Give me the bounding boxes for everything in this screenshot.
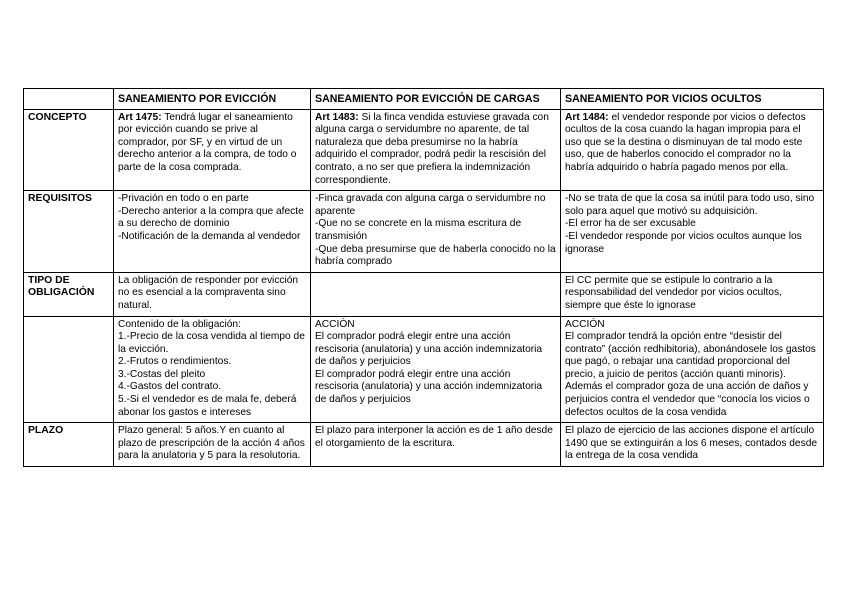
- header-eviccion-cargas: SANEAMIENTO POR EVICCIÓN DE CARGAS: [311, 89, 561, 110]
- list-item: -Que no se concrete en la misma escritura de transmisión: [315, 218, 522, 242]
- cell-requisitos-cargas: [311, 191, 561, 273]
- comparison-table: [23, 88, 824, 467]
- list-item: El comprador podrá elegir entre una acción rescisoria (anulatoria) y una acción indemnizatoria de daños y perjuicios: [315, 331, 543, 368]
- row-tipo-obligacion: [24, 272, 824, 316]
- list-item: 3.-Costas del pleito: [118, 368, 206, 380]
- cell-tipo-cargas: [311, 272, 561, 316]
- cell-tipo-vicios: El CC permite que se estipule lo contrario a la responsabilidad del vendedor por vicios ocultos, siempre que éste lo ignorase: [561, 272, 824, 316]
- list-item: -El vendedor responde por vicios ocultos aunque los ignorase: [565, 230, 802, 255]
- cell-concepto-cargas: [311, 109, 561, 191]
- row-label-plazo: PLAZO: [24, 423, 114, 467]
- list-item: Contenido de la obligación:: [118, 318, 241, 330]
- header-row: [24, 89, 824, 110]
- list-item: 4.-Gastos del contrato.: [118, 381, 222, 393]
- list-item: -No se trata de que la cosa sa inútil para todo uso, sino solo para aquel que motivó su adquisición.: [565, 193, 815, 217]
- cell-concepto-eviccion: [114, 109, 311, 191]
- article-ref: Art 1483:: [315, 111, 359, 123]
- header-vicios-ocultos: SANEAMIENTO POR VICIOS OCULTOS: [561, 89, 824, 110]
- cell-requisitos-eviccion: [114, 191, 311, 273]
- cell-requisitos-vicios: [561, 191, 824, 273]
- row-label-accion: [24, 316, 114, 423]
- list-item: ACCIÓN: [565, 318, 605, 330]
- article-ref: Art 1475:: [118, 111, 162, 123]
- list-item: 1.-Precio de la cosa vendida al tiempo de la evicción.: [118, 331, 305, 355]
- list-item: -El error ha de ser excusable: [565, 218, 696, 230]
- list-item: -Derecho anterior a la compra que afecte a su derecho de dominio: [118, 205, 304, 230]
- row-requisitos: [24, 191, 824, 273]
- cell-text: el vendedor responde por vicios o defectos ocultos de la cosa cuando la hagan impropia para el uso que se la destina o disminuyan de tal modo este uso, que de haberlos conocido el comprador no la habría adquirido o habría pagado menos por ella.: [565, 111, 806, 173]
- list-item: El comprador tendrá la opción entre “desistir del contrato” (acción redhibitoria), abonándosele los gastos que pagó, o rebajar una cantidad proporcional del precio, a juicio de peritos (acción quanti minoris). Además el comprador goza de una acción de daños y perjuicios contra el vendedor que “conocía los vicios o defectos ocultos de la cosa vendida: [565, 331, 816, 418]
- cell-text: Tendrá lugar el saneamiento por evicción cuando se prive al comprador, por SF, y en virtud de un derecho anterior a la compra, de todo o parte de la cosa comprada.: [118, 111, 297, 173]
- row-concepto: [24, 109, 824, 191]
- cell-accion-cargas: [311, 316, 561, 423]
- row-label-concepto: CONCEPTO: [24, 109, 114, 191]
- header-empty-cell: [24, 89, 114, 110]
- cell-concepto-vicios: [561, 109, 824, 191]
- cell-plazo-vicios: El plazo de ejercicio de las acciones dispone el artículo 1490 que se extinguirán a los 6 meses, contados desde la entrega de la cosa vendida: [561, 423, 824, 467]
- cell-plazo-cargas: El plazo para interponer la acción es de 1 año desde el otorgamiento de la escritura.: [311, 423, 561, 467]
- cell-tipo-eviccion: La obligación de responder por evicción no es esencial a la compraventa sino natural.: [114, 272, 311, 316]
- cell-text: Si la finca vendida estuviese gravada con alguna carga o servidumbre no aparente, de tal naturaleza que deba presumirse no la habría adquirido el comprador, podrá pedir la rescisión del contrato, a no ser que prefiera la indemnización correspondiente.: [315, 111, 549, 186]
- cell-accion-eviccion: [114, 316, 311, 423]
- list-item: ACCIÓN: [315, 318, 355, 330]
- list-item: -Finca gravada con alguna carga o servidumbre no aparente: [315, 193, 546, 217]
- row-plazo: [24, 423, 824, 467]
- list-item: -Privación en todo o en parte: [118, 193, 249, 205]
- list-item: -Notificación de la demanda al vendedor: [118, 230, 301, 242]
- row-label-tipo-obligacion: TIPO DE OBLIGACIÓN: [24, 272, 114, 316]
- row-label-requisitos: REQUISITOS: [24, 191, 114, 273]
- row-accion: [24, 316, 824, 423]
- list-item: -Que deba presumirse que de haberla conocido no la habría comprado: [315, 243, 556, 268]
- header-eviccion: SANEAMIENTO POR EVICCIÓN: [114, 89, 311, 110]
- cell-plazo-eviccion: Plazo general: 5 años.Y en cuanto al plazo de prescripción de la acción 4 años para la anulatoria y 5 para la resolutoria.: [114, 423, 311, 467]
- article-ref: Art 1484:: [565, 111, 609, 123]
- cell-accion-vicios: [561, 316, 824, 423]
- list-item: El comprador podrá elegir entre una acción rescisoria (anulatoria) y una acción indemnizatoria de daños y perjuicios: [315, 368, 543, 406]
- list-item: 5.-Si el vendedor es de mala fe, deberá abonar los gastos e intereses: [118, 394, 297, 418]
- list-item: 2.-Frutos o rendimientos.: [118, 356, 232, 368]
